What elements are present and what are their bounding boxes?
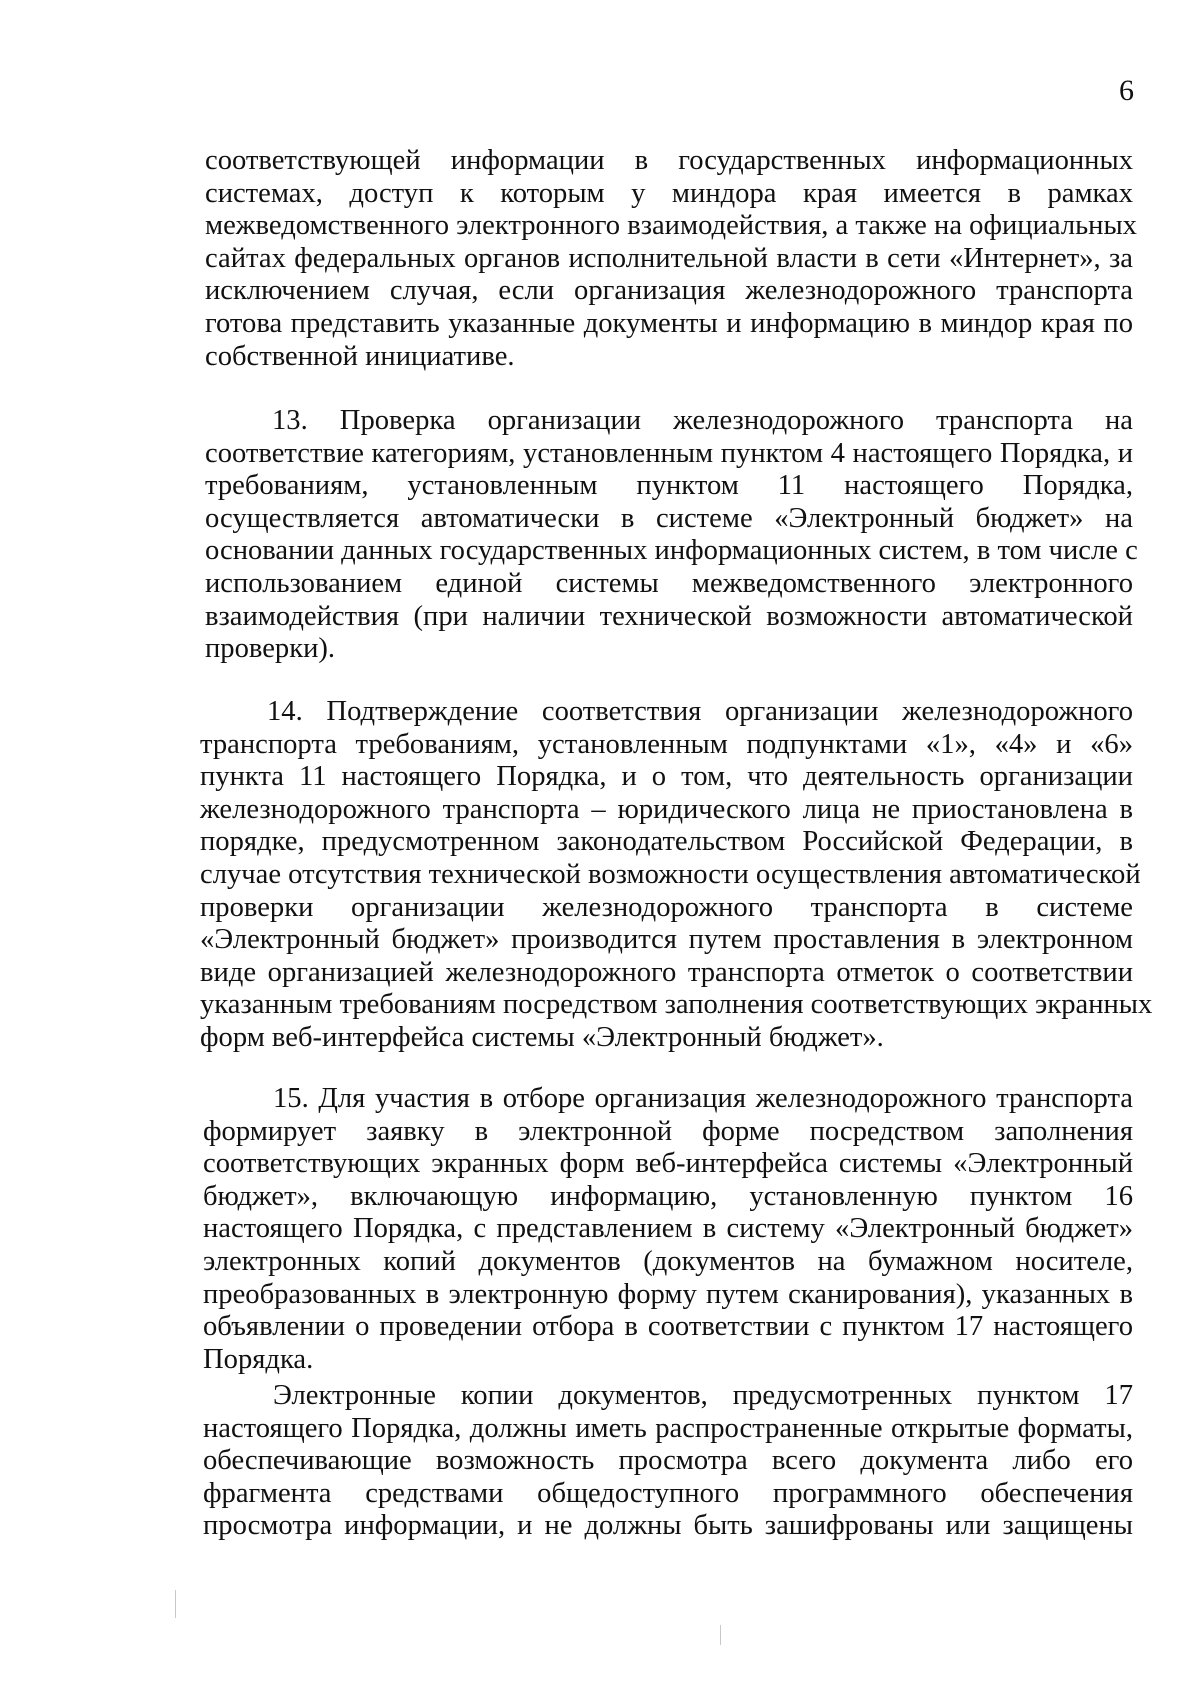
- text-line: просмотра информации, и не должны быть зашифрованы или защищены: [203, 1510, 1133, 1542]
- text-line: системах, доступ к которым у миндора края имеется в рамках: [205, 177, 1133, 209]
- text-line: настоящего Порядка, должны иметь распространенные открытые форматы,: [203, 1412, 1133, 1444]
- text-line: объявлении о проведении отбора в соответствии с пунктом 17 настоящего: [203, 1311, 1133, 1343]
- text-line: основании данных государственных информационных систем, в том числе с: [205, 535, 1138, 567]
- text-line: соответствующей информации в государственных информационных: [205, 145, 1133, 176]
- paragraph-13: [205, 405, 1138, 666]
- text-line: бюджет», включающую информацию, установленную пунктом 16: [203, 1180, 1133, 1212]
- scan-artifact: [175, 1590, 176, 1618]
- text-line: 13. Проверка организации железнодорожного транспорта на: [272, 405, 1133, 436]
- text-line: формирует заявку в электронной форме посредством заполнения: [203, 1115, 1133, 1147]
- text-line: соответствие категориям, установленным пунктом 4 настоящего Порядка, и: [205, 437, 1133, 469]
- text-line: пункта 11 настоящего Порядка, и о том, что деятельность организации: [200, 761, 1133, 793]
- text-line: электронных копий документов (документов на бумажном носителе,: [203, 1245, 1133, 1277]
- page-number: 6: [1119, 74, 1134, 107]
- text-line: требованиям, установленным пунктом 11 настоящего Порядка,: [205, 470, 1133, 502]
- paragraph-continuation: [205, 145, 1137, 373]
- text-line: преобразованных в электронную форму путем сканирования), указанных в: [203, 1278, 1133, 1310]
- text-line: виде организацией железнодорожного транспорта отметок о соответствии: [200, 956, 1133, 988]
- text-line: «Электронный бюджет» производится путем проставления в электронном: [200, 924, 1133, 956]
- text-line: соответствующих экранных форм веб-интерфейса системы «Электронный: [203, 1148, 1133, 1180]
- text-line: Электронные копии документов, предусмотренных пунктом 17: [273, 1380, 1133, 1411]
- text-line: проверки организации железнодорожного транспорта в системе: [200, 891, 1133, 923]
- text-line: исключением случая, если организация железнодорожного транспорта: [205, 275, 1133, 307]
- text-line: 14. Подтверждение соответствия организации железнодорожного: [267, 696, 1133, 727]
- text-line: обеспечивающие возможность просмотра всего документа либо его: [203, 1445, 1133, 1477]
- text-line: межведомственного электронного взаимодействия, а также на официальных: [205, 210, 1137, 242]
- text-line: форм веб-интерфейса системы «Электронный бюджет».: [200, 1021, 884, 1053]
- text-line: осуществляется автоматически в системе «Электронный бюджет» на: [205, 502, 1133, 534]
- text-line: готова представить указанные документы и информацию в миндор края по: [205, 307, 1133, 339]
- text-line: проверки).: [205, 633, 336, 665]
- paragraph-15: [203, 1083, 1133, 1376]
- text-line: порядке, предусмотренном законодательством Российской Федерации, в: [200, 826, 1133, 858]
- text-line: использованием единой системы межведомственного электронного: [205, 567, 1133, 599]
- text-line: взаимодействия (при наличии технической возможности автоматической: [205, 600, 1133, 632]
- paragraph-14: [200, 696, 1153, 1055]
- text-line: транспорта требованиям, установленным подпунктами «1», «4» и «6»: [200, 728, 1133, 760]
- text-line: фрагмента средствами общедоступного программного обеспечения: [203, 1477, 1133, 1509]
- text-line: указанным требованиям посредством заполнения соответствующих экранных: [200, 989, 1153, 1021]
- text-line: железнодорожного транспорта – юридического лица не приостановлена в: [200, 793, 1133, 825]
- text-line: случае отсутствия технической возможности осуществления автоматической: [200, 858, 1141, 890]
- text-line: собственной инициативе.: [205, 340, 515, 372]
- text-line: сайтах федеральных органов исполнительной власти в сети «Интернет», за: [205, 242, 1133, 274]
- text-line: настоящего Порядка, с представлением в систему «Электронный бюджет»: [203, 1213, 1133, 1245]
- text-line: 15. Для участия в отборе организация железнодорожного транспорта: [273, 1083, 1133, 1114]
- paragraph-electronic-copies: [203, 1380, 1133, 1543]
- text-line: Порядка.: [203, 1343, 314, 1375]
- scan-artifact: [720, 1625, 721, 1645]
